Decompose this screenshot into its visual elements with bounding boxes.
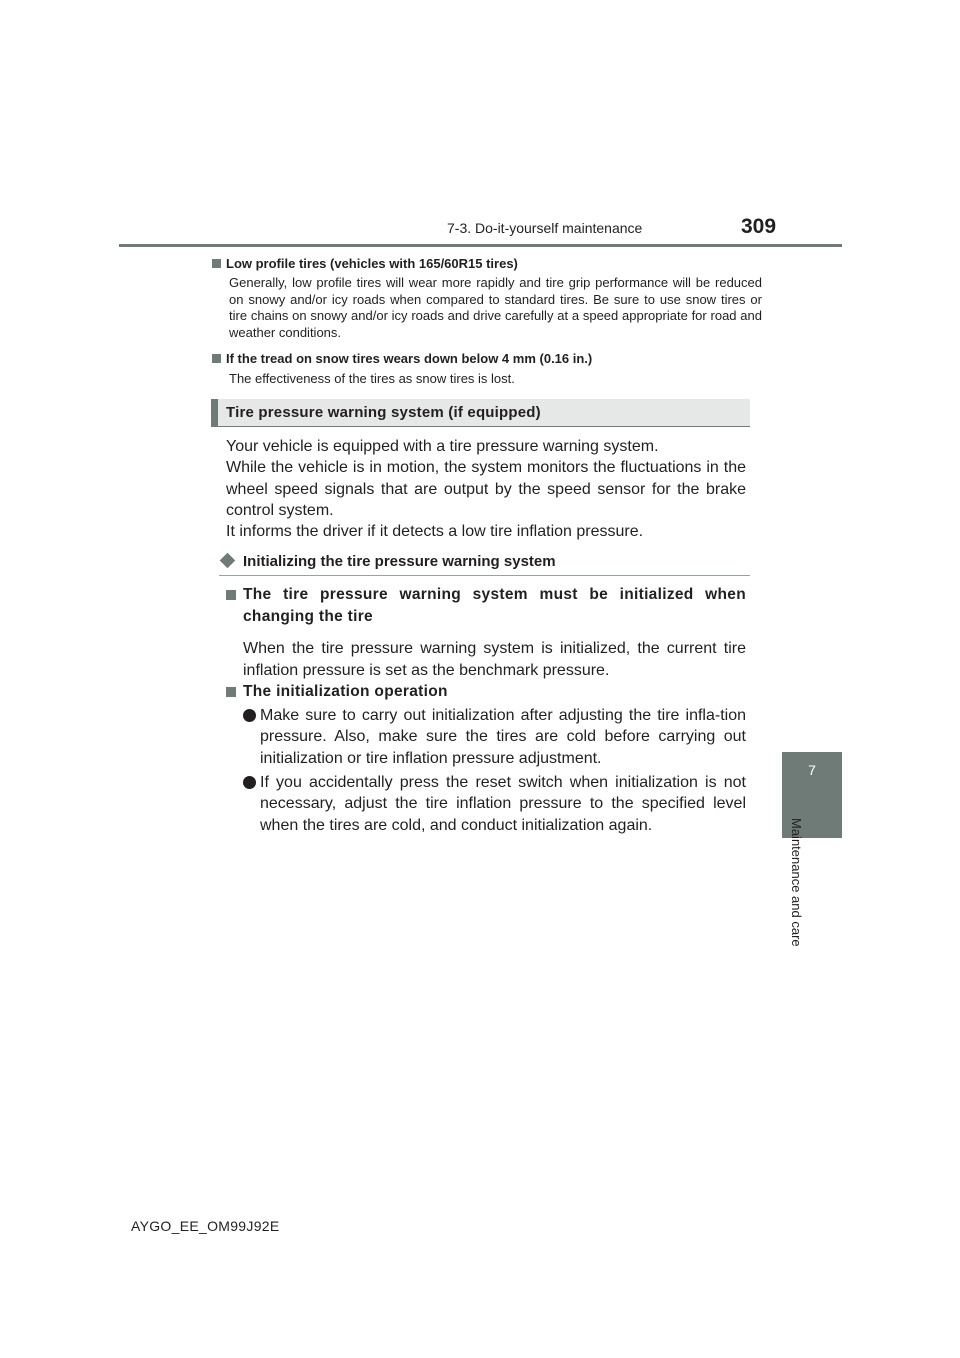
bullet-item — [243, 772, 746, 836]
document-code: AYGO_EE_OM99J92E — [131, 1218, 280, 1234]
section-heading — [211, 399, 750, 427]
round-bullet-icon — [243, 709, 256, 722]
square-bullet-icon — [226, 590, 236, 600]
chapter-number: 7 — [808, 762, 816, 778]
note-low-profile-tires — [212, 256, 762, 341]
header-divider — [119, 244, 842, 247]
bullet-text: Make sure to carry out initialization after adjusting the tire infla-tion pressure. Also, make sure the tires are cold before carrying out initialization or tire inflation pressure adjustment. — [260, 707, 746, 767]
square-bullet-icon — [212, 354, 221, 363]
item-initialization-operation — [224, 681, 746, 703]
chapter-label: Maintenance and care — [789, 818, 804, 947]
section-stripe — [211, 399, 218, 426]
square-bullet-icon — [226, 687, 236, 697]
header-section-title: 7-3. Do-it-yourself maintenance — [447, 220, 643, 236]
section-title: Tire pressure warning system (if equipped) — [226, 404, 541, 421]
note-title: If the tread on snow tires wears down below 4 mm (0.16 in.) — [226, 351, 593, 366]
intro-line: Your vehicle is equipped with a tire pressure warning system. — [226, 438, 659, 455]
square-bullet-icon — [212, 259, 221, 268]
intro-line: While the vehicle is in motion, the system monitors the fluctuations in the wheel speed signals that are output by the speed sensor for the brake control system. — [226, 459, 746, 519]
round-bullet-icon — [243, 776, 256, 789]
item-title: The initialization operation — [243, 683, 448, 700]
subsection-title: Initializing the tire pressure warning system — [243, 553, 556, 570]
item-title: The tire pressure warning system must be initialized when changing the tire — [243, 586, 746, 625]
page-number: 309 — [741, 215, 777, 238]
note-body: The effectiveness of the tires as snow tires is lost. — [229, 371, 515, 386]
item-body: When the tire pressure warning system is initialized, the current tire inflation pressure is set as the benchmark pressure. — [243, 640, 746, 679]
note-title: Low profile tires (vehicles with 165/60R15 tires) — [226, 256, 518, 271]
note-snow-tires — [212, 351, 762, 388]
note-body: Generally, low profile tires will wear more rapidly and tire grip performance will be reduced on snowy and/or icy roads when compared to standard tires. Be sure to use snow tires or tire chains on snowy and/or icy roads and drive carefully at a speed appropriate for road and weather conditions. — [229, 275, 762, 340]
bullet-text: If you accidentally press the reset switch when initialization is not necessary, adjust the tire inflation pressure to the specified level when the tires are cold, and conduct initialization again. — [260, 774, 746, 834]
item-must-initialize — [224, 584, 746, 682]
subsection-heading — [219, 552, 750, 576]
section-intro — [226, 436, 746, 542]
intro-line: It informs the driver if it detects a low tire inflation pressure. — [226, 523, 644, 541]
bullet-item — [243, 705, 746, 769]
diamond-icon — [220, 553, 236, 569]
